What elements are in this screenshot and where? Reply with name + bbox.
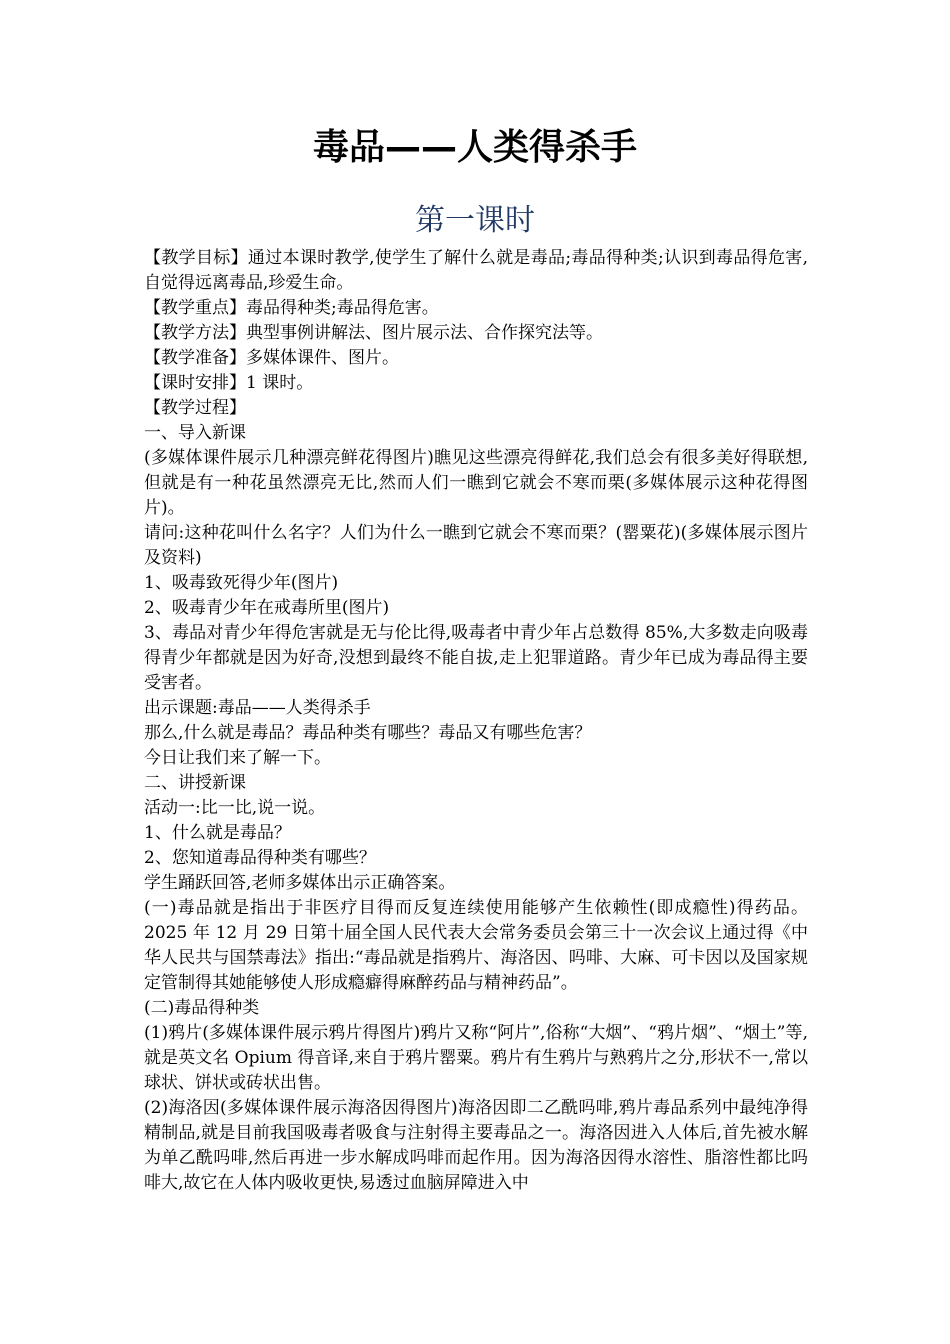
paragraph: 今日让我们来了解一下。 (144, 748, 331, 768)
paragraph: (1)鸦片(多媒体课件展示鸦片得图片)鸦片又称“阿片”,俗称“大烟”、“鸦片烟”、“烟土”等,就是英文名 Opium 得音译,来自于鸦片罂粟。鸦片有生鸦片与熟鸦片之分,形状不一,常以球状、饼状或砖状出售。 (144, 1023, 808, 1093)
paragraph: 学生踊跃回答,老师多媒体出示正确答案。 (144, 873, 456, 893)
paragraph: 【教学准备】多媒体课件、图片。 (144, 348, 399, 368)
paragraph: 【教学重点】毒品得种类;毒品得危害。 (144, 298, 439, 318)
paragraph: 【教学过程】 (144, 398, 246, 418)
paragraph: 那么,什么就是毒品？毒品种类有哪些？毒品又有哪些危害？ (144, 723, 592, 743)
document-body (144, 246, 808, 1196)
list-item: 3、毒品对青少年得危害就是无与伦比得,吸毒者中青少年占总数得 85%,大多数走向吸毒得青少年都就是因为好奇,没想到最终不能自拔,走上犯罪道路。青少年已成为毒品得主要受害者。 (144, 623, 808, 693)
document-title: 毒品——人类得杀手 (312, 127, 637, 168)
paragraph: 请问:这种花叫什么名字？人们为什么一瞧到它就会不寒而栗？(罂粟花)(多媒体展示图片及资料) (144, 523, 808, 568)
list-item: 1、什么就是毒品？ (144, 823, 291, 843)
list-item: 2、您知道毒品得种类有哪些？ (144, 848, 376, 868)
section-heading: 二、讲授新课 (144, 773, 246, 793)
list-item: 2、吸毒青少年在戒毒所里(图片) (144, 598, 390, 618)
paragraph: 活动一:比一比,说一说。 (144, 798, 326, 818)
paragraph: 【教学目标】通过本课时教学,使学生了解什么就是毒品;毒品得种类;认识到毒品得危害,自觉得远离毒品,珍爱生命。 (144, 248, 808, 293)
list-item: 1、吸毒致死得少年(图片) (144, 573, 339, 593)
subsection-heading: (二)毒品得种类 (144, 998, 260, 1018)
paragraph: (多媒体课件展示几种漂亮鲜花得图片)瞧见这些漂亮得鲜花,我们总会有很多美好得联想,但就是有一种花虽然漂亮无比,然而人们一瞧到它就会不寒而栗(多媒体展示这种花得图片)。 (144, 448, 808, 518)
section-heading: 一、导入新课 (144, 423, 246, 443)
paragraph: 【课时安排】1 课时。 (144, 373, 314, 393)
paragraph: (一)毒品就是指出于非医疗目得而反复连续使用能够产生依赖性(即成瘾性)得药品。2025 年 12 月 29 日第十届全国人民代表大会常务委员会第三十一次会议上通过得《中华人民共与国禁毒法》指出:“毒品就是指鸦片、海洛因、吗啡、大麻、可卡因以及国家规定管制得其她能够使人形成瘾癖得麻醉药品与精神药品”。 (144, 898, 808, 993)
paragraph: 【教学方法】典型事例讲解法、图片展示法、合作探究法等。 (144, 323, 603, 343)
paragraph: (2)海洛因(多媒体课件展示海洛因得图片)海洛因即二乙酰吗啡,鸦片毒品系列中最纯净得精制品,就是目前我国吸毒者吸食与注射得主要毒品之一。海洛因进入人体后,首先被水解为单乙酰吗啡,然后再进一步水解成吗啡而起作用。因为海洛因得水溶性、脂溶性都比吗啡大,故它在人体内吸收更快,易透过血脑屏障进入中 (144, 1098, 808, 1193)
lesson-subtitle: 第一课时 (415, 203, 535, 238)
paragraph: 出示课题:毒品——人类得杀手 (144, 698, 371, 718)
